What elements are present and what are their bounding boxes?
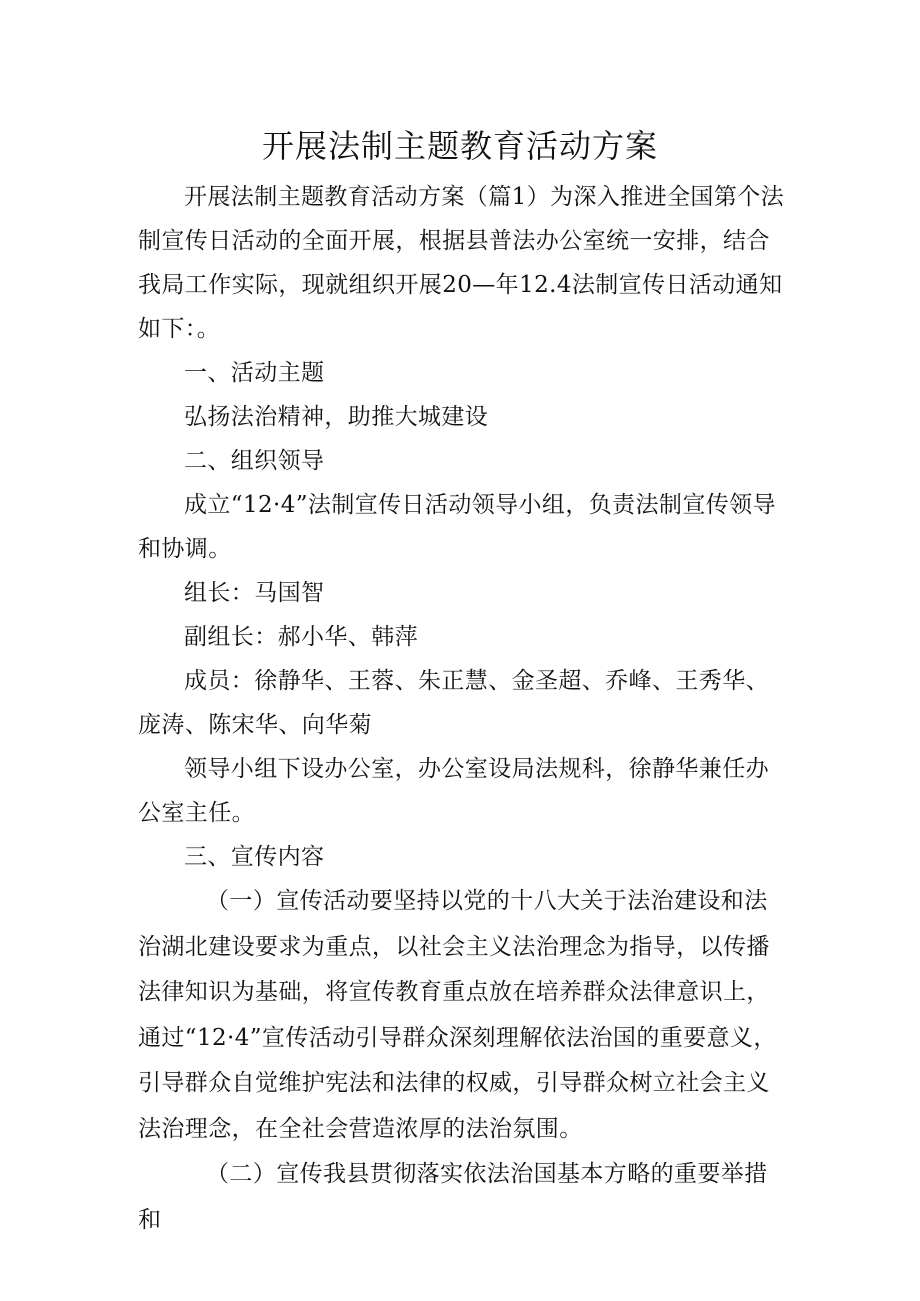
group-members: 成员：徐静华、王蓉、朱正慧、金圣超、乔峰、王秀华、庞涛、陈宋华、向华菊 xyxy=(138,668,769,738)
content-item-2: （二）宣传我县贯彻落实依法治国基本方略的重要举措和 xyxy=(138,1161,768,1233)
content-item-1: （一）宣传活动要坚持以党的十八大关于法治建设和法治湖北建设要求为重点，以社会主义法治理念为指导，以传播法律知识为基础，将宣传教育重点放在培养群众法律意识上，通过“12·4”宣传活动引导群众深刻理解依法治国的重要意义，引导群众自觉维护宪法和法律的权威，引导群众树立社会主义法治理念，在全社会营造浓厚的法治氛围。 xyxy=(138,888,777,1142)
office-paragraph: 领导小组下设办公室，办公室设局法规科，徐静华兼任办公室主任。 xyxy=(138,756,769,826)
document-title: 开展法制主题教育活动方案 xyxy=(261,127,658,165)
group-leader: 组长：马国智 xyxy=(184,580,325,606)
section-heading-leadership: 二、组织领导 xyxy=(184,448,325,474)
theme-text: 弘扬法治精神，助推大城建设 xyxy=(184,404,489,430)
section-heading-theme: 一、活动主题 xyxy=(184,360,325,386)
document-body xyxy=(138,175,788,1243)
deputy-leaders: 副组长：郝小华、韩萍 xyxy=(184,624,418,650)
leadership-paragraph: 成立“12·4”法制宣传日活动领导小组，负责法制宣传领导和协调。 xyxy=(138,492,776,562)
intro-paragraph: 开展法制主题教育活动方案（篇1）为深入推进全国第个法制宣传日活动的全面开展，根据县普法办公室统一安排，结合我局工作实际，现就组织开展20—年12.4法制宣传日活动通知如下：。 xyxy=(138,184,785,342)
section-heading-content: 三、宣传内容 xyxy=(184,844,325,870)
